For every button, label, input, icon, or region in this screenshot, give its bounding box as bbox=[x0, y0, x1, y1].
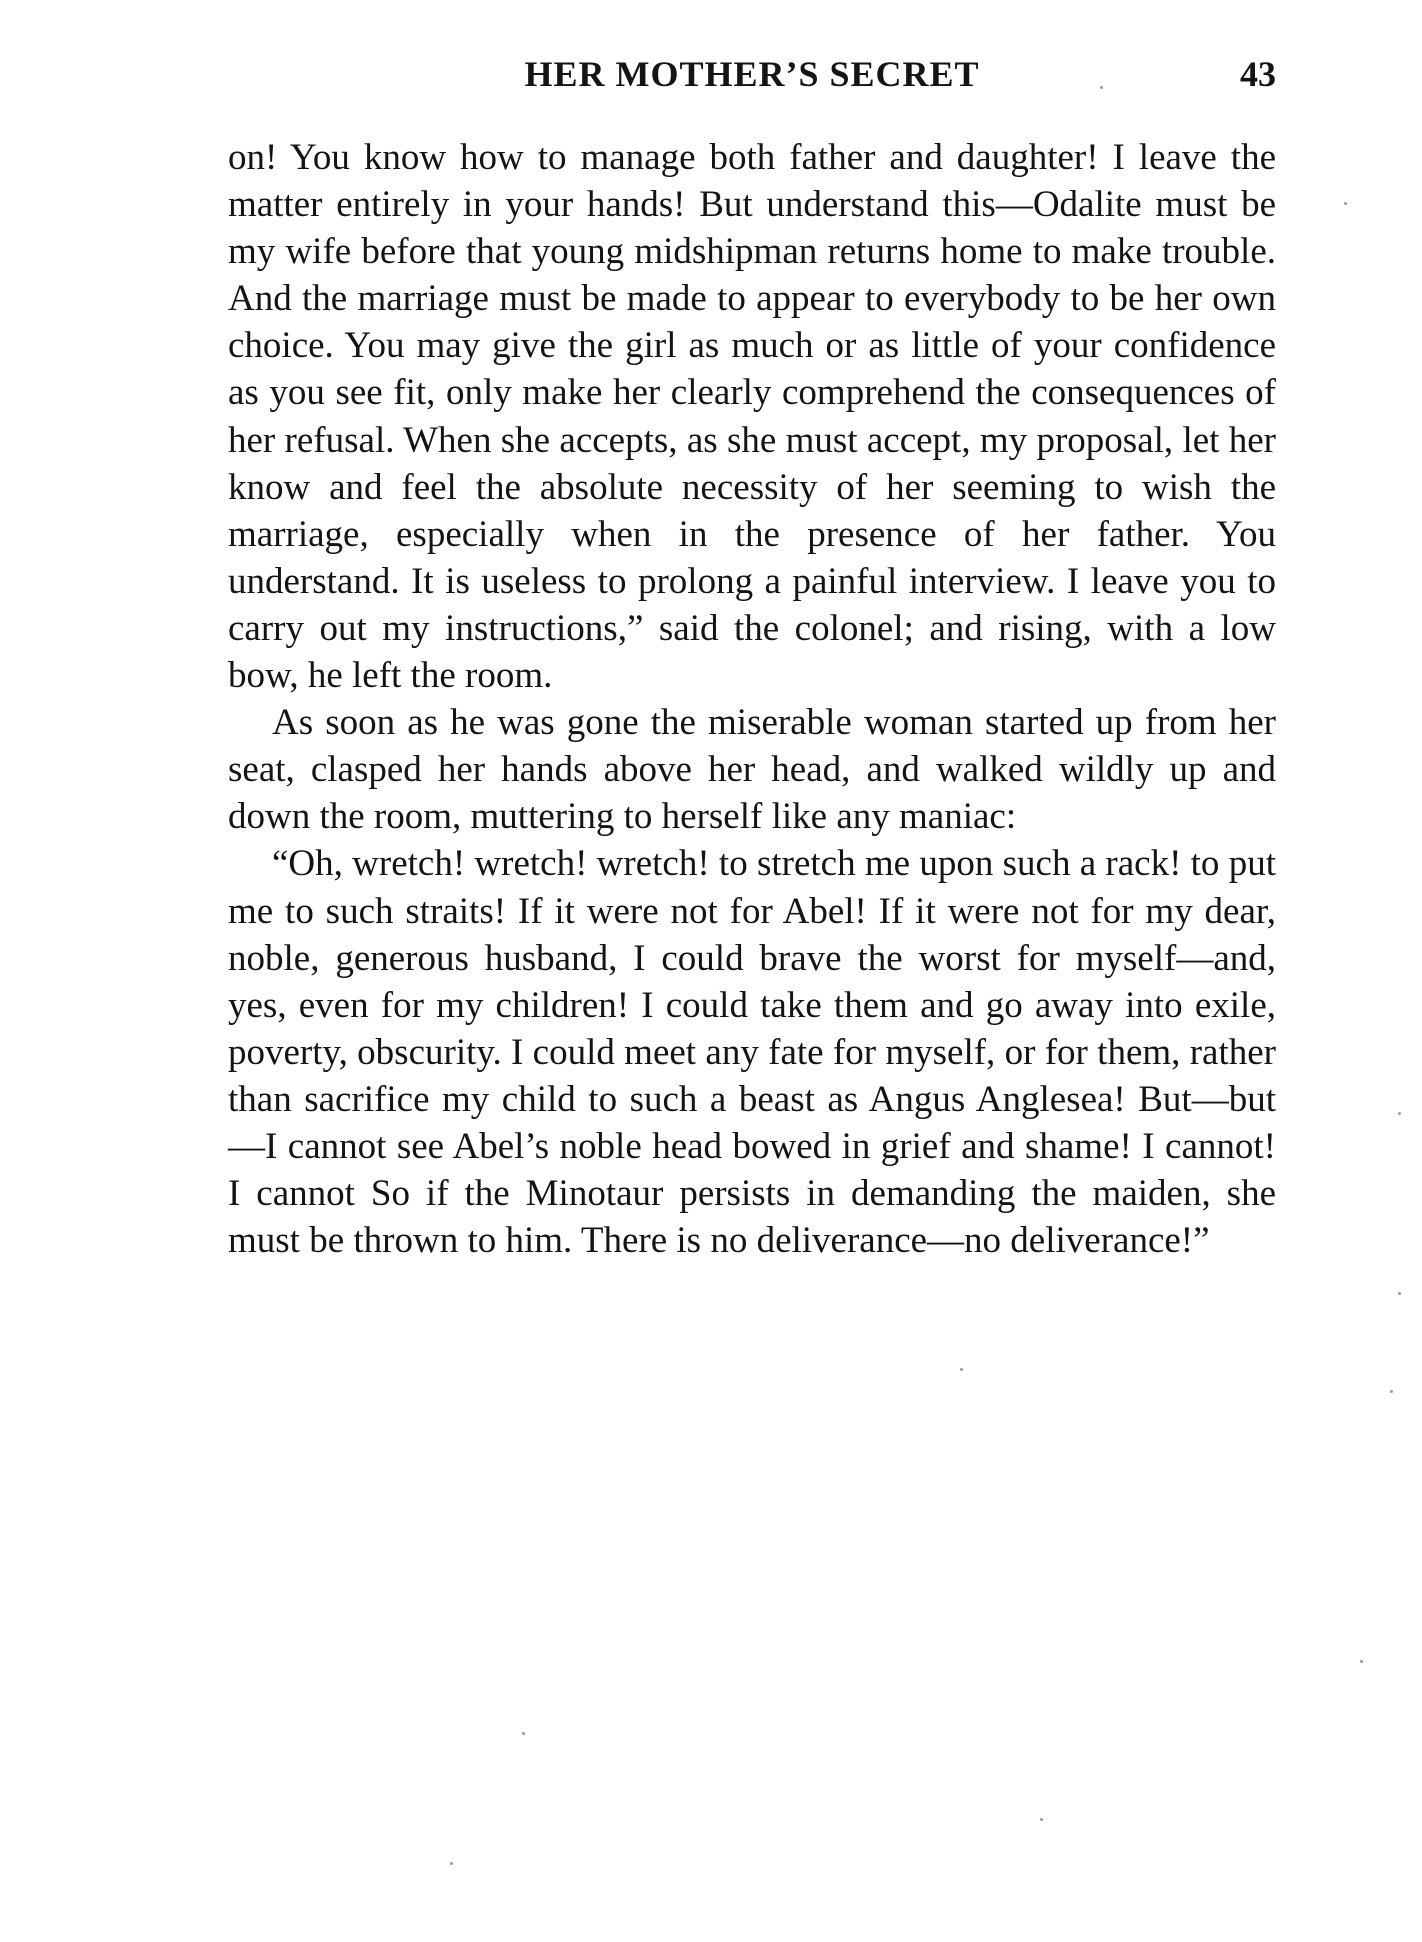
scan-speck bbox=[1398, 1112, 1401, 1115]
body-text bbox=[228, 134, 1276, 1264]
scan-speck bbox=[1100, 86, 1103, 89]
scan-speck bbox=[1398, 1292, 1401, 1295]
paragraph-2: As soon as he was gone the miserable woman started up from her seat, clasped her hands above her head, and walked wildly up and down the room, muttering to herself like any maniac: bbox=[228, 702, 1276, 838]
scan-speck bbox=[1390, 1390, 1393, 1393]
scan-speck bbox=[1040, 1818, 1043, 1821]
scan-speck bbox=[960, 1368, 963, 1371]
scan-speck bbox=[522, 1732, 525, 1735]
page-number: 43 bbox=[1240, 54, 1276, 94]
running-title: HER MOTHER’S SECRET bbox=[524, 54, 980, 94]
scan-speck bbox=[450, 1862, 453, 1865]
paragraph-3: “Oh, wretch! wretch! wretch! to stretch me upon such a rack! to put me to such straits! If it were not for Abel! If it were not for my dear, noble, generous husband, I could brave the worst for myself—and, yes, even for my children! I could take them and go away into exile, poverty, obscurity. I could meet any fate for myself, or for them, rather than sacrifice my child to such a beast as Angus Anglesea! But—but—I cannot see Abel’s noble head bowed in grief and shame! I cannot! I cannot So if the Minotaur persists in demanding the maiden, she must be thrown to him. There is no deliverance—no deliverance!” bbox=[228, 843, 1276, 1262]
scan-speck bbox=[1360, 1660, 1363, 1663]
paragraph-1: on! You know how to manage both father and daughter! I leave the matter entirely in your hands! But understand this—Odalite must be my wife before that young midshipman returns home to make trouble. And the marriage must be made to appear to everybody to be her own choice. You may give the girl as much or as little of your confidence as you see fit, only make her clearly comprehend the consequences of her refusal. When she accepts, as she must accept, my proposal, let her know and feel the absolute necessity of her seeming to wish the marriage, especially when in the presence of her father. You understand. It is useless to prolong a painful interview. I leave you to carry out my instructions,” said the colonel; and rising, with a low bow, he left the room. bbox=[228, 137, 1276, 697]
scan-speck bbox=[1344, 202, 1347, 205]
running-head bbox=[228, 52, 1276, 96]
